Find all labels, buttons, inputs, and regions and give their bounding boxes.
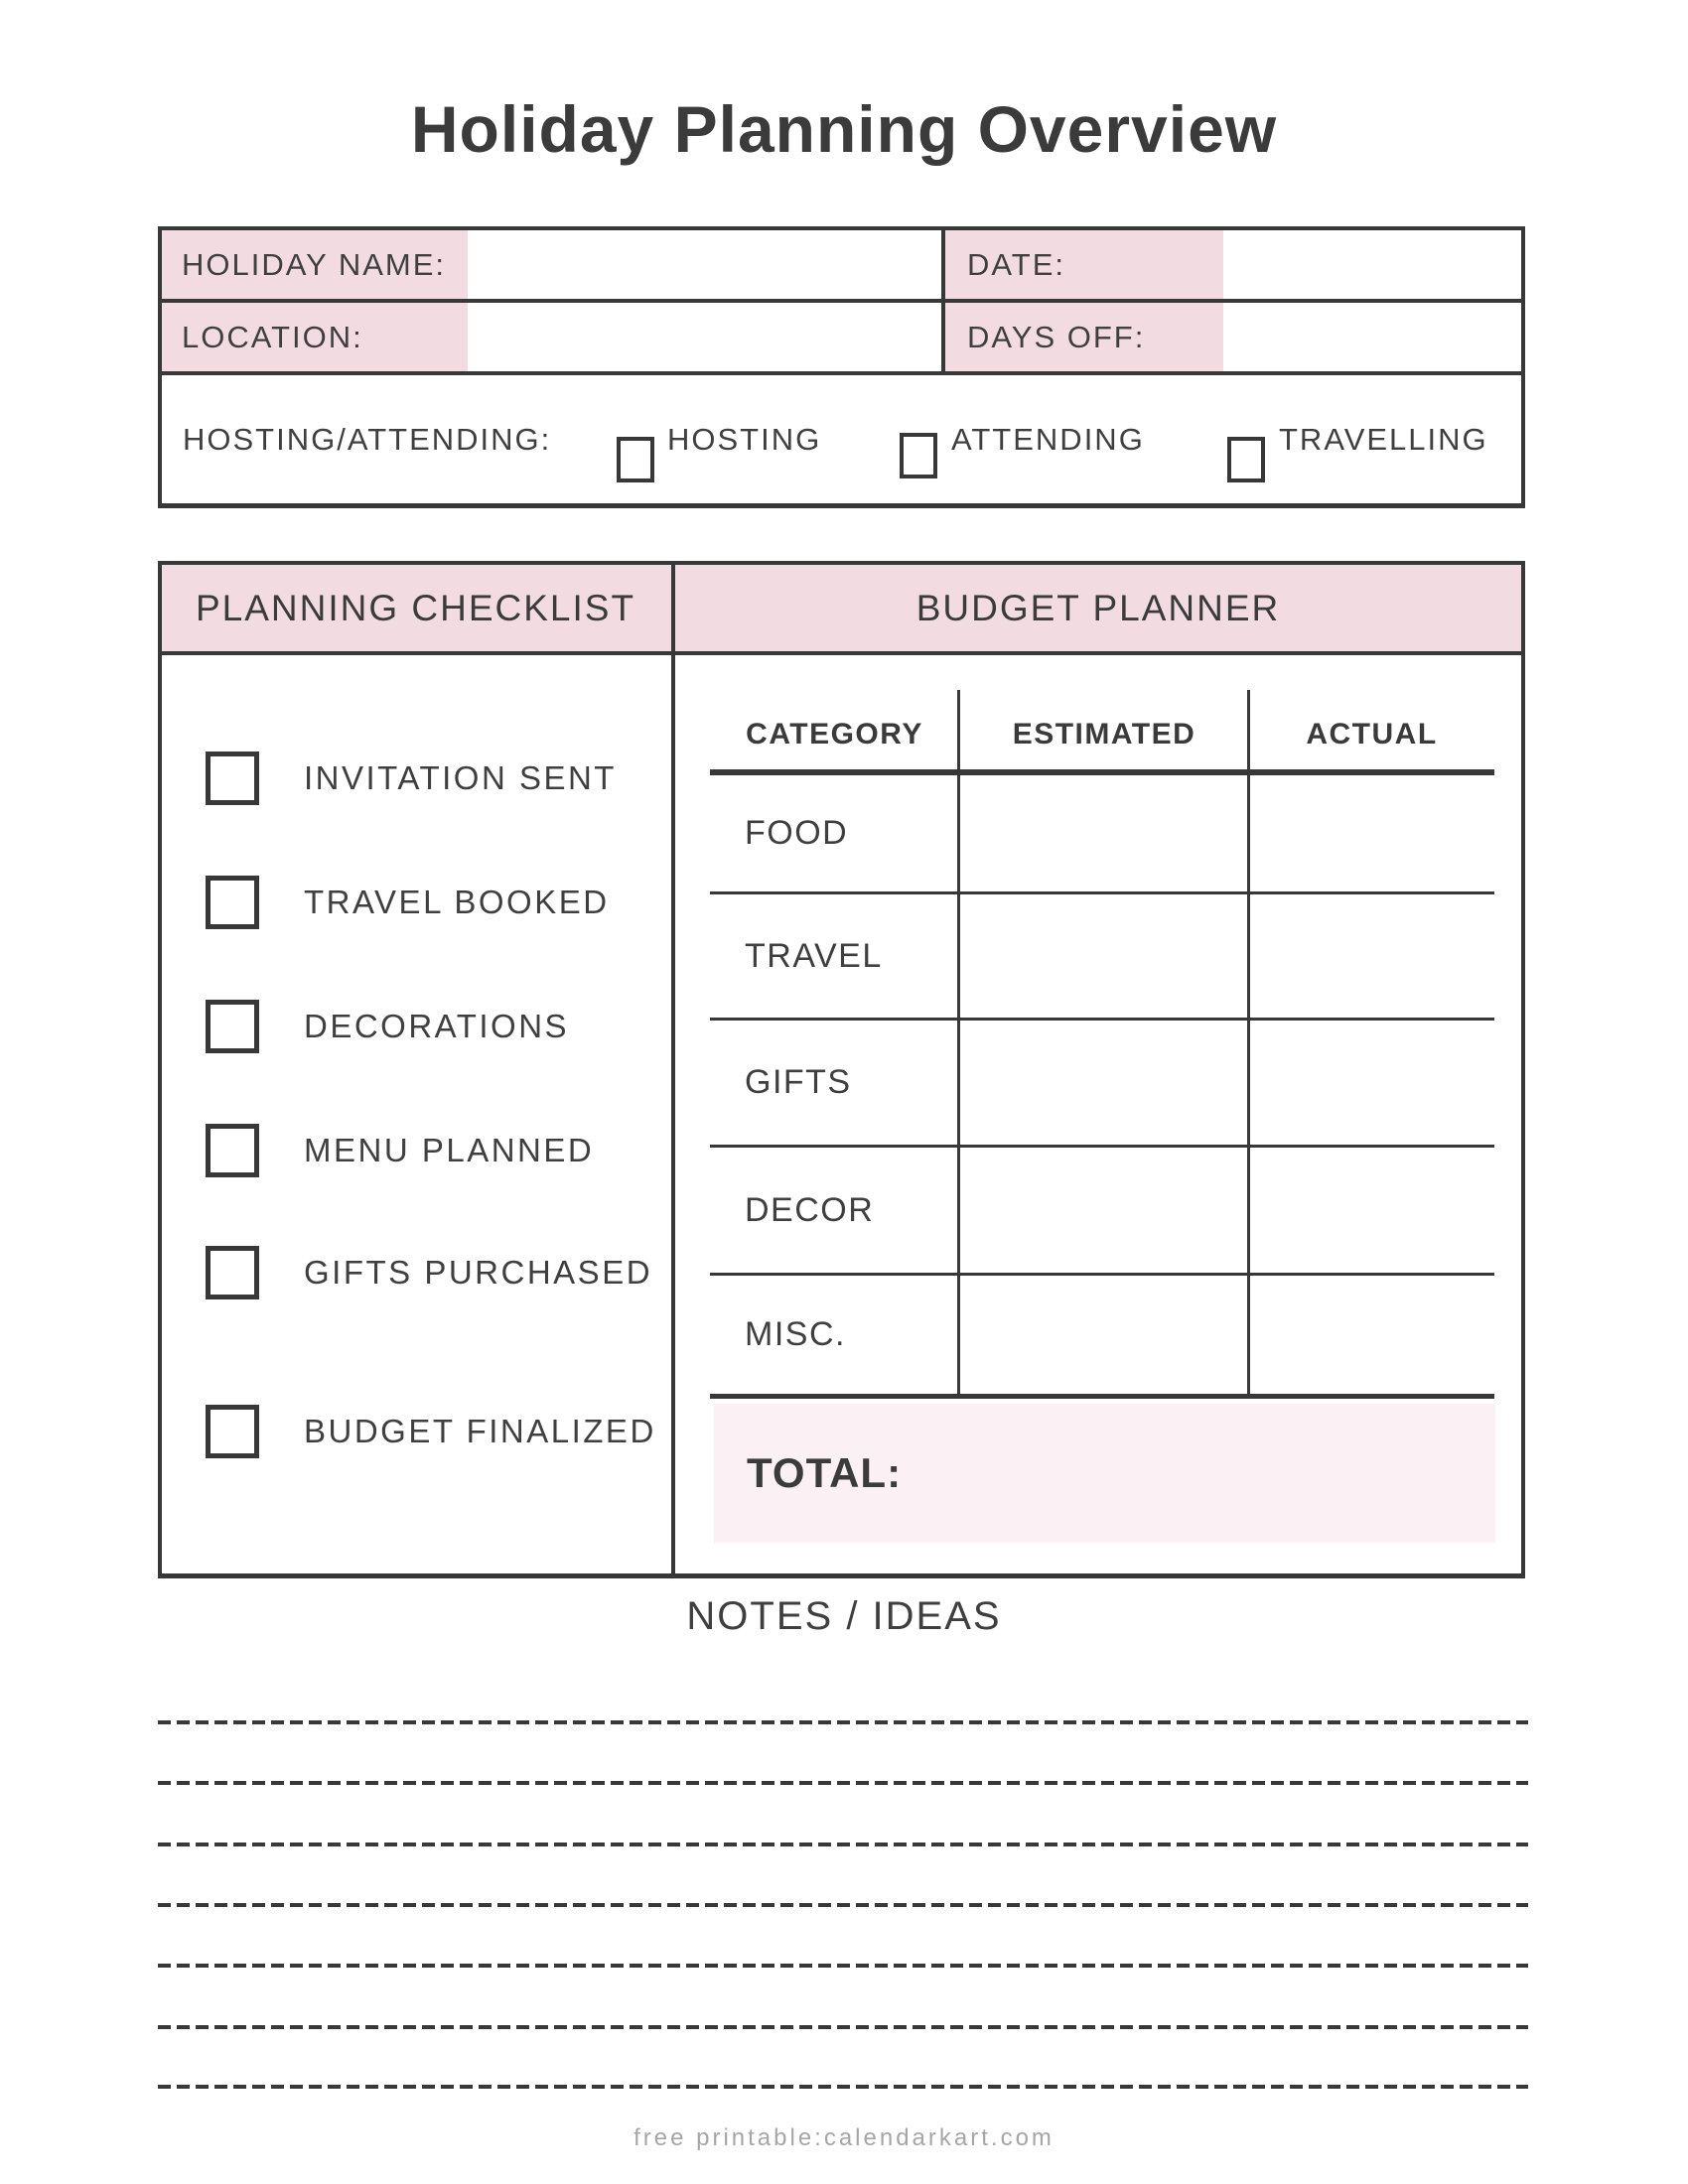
planner-box-border-left [158,561,162,1578]
planner-box-border-bottom [158,1573,1525,1578]
days-off-label: DAYS OFF: [967,319,1146,354]
info-box-border-right [1521,226,1525,508]
budget-total-input[interactable] [914,1404,1495,1543]
planner-column-divider [671,561,675,1578]
checklist-item-label: DECORATIONS [304,1008,570,1044]
notes-line [158,1843,1528,1846]
budget-column-header-category: CATEGORY [746,718,923,751]
location-label: LOCATION: [182,319,363,354]
attending-option-label: ATTENDING [951,422,1145,457]
checklist-item-label: TRAVEL BOOKED [304,884,610,920]
date-input[interactable] [1227,232,1517,297]
budget-row-label: MISC. [745,1315,846,1353]
notes-line [158,1781,1528,1785]
notes-line [158,2025,1528,2029]
location-input[interactable] [472,305,937,369]
budget-cell-decor-actual[interactable] [1250,1148,1494,1273]
budget-cell-decor-estimated[interactable] [960,1148,1247,1273]
hosting-checkbox[interactable] [617,437,654,482]
invitation-sent-checkbox[interactable] [206,751,259,805]
budget-row-label: TRAVEL [745,936,883,975]
travelling-option-label: TRAVELLING [1279,422,1488,457]
attending-checkbox[interactable] [900,433,937,478]
notes-line [158,2085,1528,2089]
decorations-checkbox[interactable] [206,1000,259,1053]
holiday-name-label: HOLIDAY NAME: [182,246,447,282]
budget-cell-food-estimated[interactable] [960,775,1247,891]
checklist-item-label: MENU PLANNED [304,1132,595,1168]
days-off-input[interactable] [1227,305,1517,369]
checklist-item-label: INVITATION SENT [304,759,617,796]
budget-cell-misc-estimated[interactable] [960,1276,1247,1394]
budget-table-bottom-line [710,1394,1494,1399]
budget-cell-travel-estimated[interactable] [960,894,1247,1018]
travelling-checkbox[interactable] [1227,437,1265,482]
notes-title: NOTES / IDEAS [686,1594,1002,1638]
budget-row-label: DECOR [745,1190,875,1229]
checklist-item-label: GIFTS PURCHASED [304,1254,653,1291]
budget-cell-food-actual[interactable] [1250,775,1494,891]
checklist-item-label: BUDGET FINALIZED [304,1413,656,1449]
budget-cell-gifts-estimated[interactable] [960,1021,1247,1145]
checklist-section-title: PLANNING CHECKLIST [195,587,636,628]
budget-row-label: GIFTS [745,1063,852,1101]
notes-line [158,1903,1528,1907]
budget-cell-gifts-actual[interactable] [1250,1021,1494,1145]
hosting-option-label: HOSTING [667,422,822,457]
budget-row-label: FOOD [745,814,849,852]
budget-cell-travel-actual[interactable] [1250,894,1494,1018]
budget-cell-misc-actual[interactable] [1250,1276,1494,1394]
travel-booked-checkbox[interactable] [206,876,259,929]
budget-column-header-estimated: ESTIMATED [1012,718,1196,751]
notes-line [158,1720,1528,1724]
budget-total-label: TOTAL: [747,1449,903,1496]
holiday-name-input[interactable] [472,232,937,297]
footer-credit: free printable:calendarkart.com [633,2124,1055,2151]
budget-section-title: BUDGET PLANNER [915,587,1281,628]
page-title: Holiday Planning Overview [410,92,1278,166]
budget-column-header-actual: ACTUAL [1306,718,1438,751]
budget-finalized-checkbox[interactable] [206,1405,259,1458]
planner-box-border-right [1521,561,1525,1578]
date-label: DATE: [967,246,1065,282]
notes-line [158,1964,1528,1968]
gifts-purchased-checkbox[interactable] [206,1246,259,1299]
menu-planned-checkbox[interactable] [206,1124,259,1177]
section-header-border-bottom [158,651,1525,655]
hosting-attending-label: HOSTING/ATTENDING: [183,422,552,457]
